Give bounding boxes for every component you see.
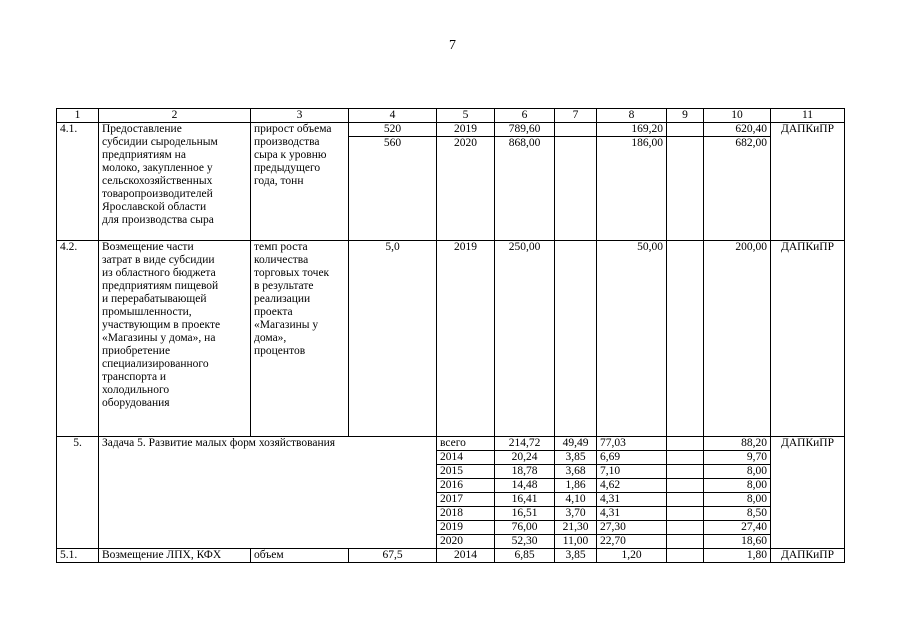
table-row xyxy=(57,549,845,563)
target-value: 520 xyxy=(349,123,437,137)
local-value xyxy=(667,493,704,507)
federal-value: 3,85 xyxy=(555,549,597,563)
indicator: прирост объема производства сыра к уровню предыдущего года, тонн xyxy=(251,123,349,241)
other-value: 27,40 xyxy=(704,521,771,535)
header-cell: 1 xyxy=(57,109,99,123)
local-value xyxy=(667,451,704,465)
header-cell: 7 xyxy=(555,109,597,123)
other-value: 620,40 xyxy=(704,123,771,137)
indicator: темп роста количества торговых точек в результате реализации проекта «Магазины у дома», процентов xyxy=(251,241,349,437)
local-value xyxy=(667,437,704,451)
year: 2015 xyxy=(437,465,495,479)
local-value xyxy=(667,507,704,521)
regional-value: 7,10 xyxy=(597,465,667,479)
federal-value: 49,49 xyxy=(555,437,597,451)
local-value xyxy=(667,479,704,493)
task-name: Задача 5. Развитие малых форм хозяйствования xyxy=(99,437,437,549)
executor: ДАПКиПР xyxy=(771,123,845,241)
regional-value: 77,03 xyxy=(597,437,667,451)
total-value: 14,48 xyxy=(495,479,555,493)
program-table xyxy=(56,108,845,563)
table-row xyxy=(57,437,845,451)
year: 2018 xyxy=(437,507,495,521)
regional-value: 4,31 xyxy=(597,507,667,521)
year: 2019 xyxy=(437,241,495,437)
total-value: 6,85 xyxy=(495,549,555,563)
regional-value: 4,31 xyxy=(597,493,667,507)
executor: ДАПКиПР xyxy=(771,437,845,549)
total-value: 789,60 xyxy=(495,123,555,137)
regional-value: 4,62 xyxy=(597,479,667,493)
year: всего xyxy=(437,437,495,451)
header-cell: 2 xyxy=(99,109,251,123)
other-value: 8,00 xyxy=(704,479,771,493)
row-number: 4.1. xyxy=(57,123,99,241)
regional-value: 27,30 xyxy=(597,521,667,535)
year: 2014 xyxy=(437,451,495,465)
local-value xyxy=(667,465,704,479)
table-row xyxy=(57,123,845,137)
other-value: 88,20 xyxy=(704,437,771,451)
year: 2020 xyxy=(437,535,495,549)
measure-name: Предоставление субсидии сыродельным предприятиям на молоко, закупленное у сельскохозяйственных товаропроизводителей Ярославской области для производства сыра xyxy=(99,123,251,241)
local-value xyxy=(667,549,704,563)
header-cell: 4 xyxy=(349,109,437,123)
federal-value: 21,30 xyxy=(555,521,597,535)
page-number: 7 xyxy=(449,38,456,53)
total-value: 16,41 xyxy=(495,493,555,507)
header-cell: 5 xyxy=(437,109,495,123)
regional-value: 6,69 xyxy=(597,451,667,465)
local-value xyxy=(667,137,704,241)
table-row xyxy=(57,241,845,437)
year: 2014 xyxy=(437,549,495,563)
regional-value: 186,00 xyxy=(597,137,667,241)
total-value: 214,72 xyxy=(495,437,555,451)
target-value: 560 xyxy=(349,137,437,241)
header-cell: 6 xyxy=(495,109,555,123)
total-value: 868,00 xyxy=(495,137,555,241)
header-cell: 8 xyxy=(597,109,667,123)
local-value xyxy=(667,241,704,437)
year: 2017 xyxy=(437,493,495,507)
target-value: 5,0 xyxy=(349,241,437,437)
other-value: 1,80 xyxy=(704,549,771,563)
other-value: 8,50 xyxy=(704,507,771,521)
federal-value: 3,85 xyxy=(555,451,597,465)
executor: ДАПКиПР xyxy=(771,241,845,437)
federal-value xyxy=(555,137,597,241)
total-value: 20,24 xyxy=(495,451,555,465)
total-value: 18,78 xyxy=(495,465,555,479)
other-value: 9,70 xyxy=(704,451,771,465)
local-value xyxy=(667,123,704,137)
year: 2019 xyxy=(437,123,495,137)
federal-value: 4,10 xyxy=(555,493,597,507)
executor: ДАПКиПР xyxy=(771,549,845,563)
federal-value: 1,86 xyxy=(555,479,597,493)
other-value: 200,00 xyxy=(704,241,771,437)
year: 2019 xyxy=(437,521,495,535)
other-value: 18,60 xyxy=(704,535,771,549)
total-value: 250,00 xyxy=(495,241,555,437)
row-number: 4.2. xyxy=(57,241,99,437)
regional-value: 1,20 xyxy=(597,549,667,563)
total-value: 76,00 xyxy=(495,521,555,535)
measure-name: Возмещение ЛПХ, КФХ xyxy=(99,549,251,563)
federal-value: 11,00 xyxy=(555,535,597,549)
other-value: 8,00 xyxy=(704,465,771,479)
header-row xyxy=(57,109,845,123)
target-value: 67,5 xyxy=(349,549,437,563)
regional-value: 50,00 xyxy=(597,241,667,437)
row-number: 5. xyxy=(57,437,99,549)
header-cell: 3 xyxy=(251,109,349,123)
federal-value xyxy=(555,123,597,137)
other-value: 682,00 xyxy=(704,137,771,241)
measure-name: Возмещение части затрат в виде субсидии из областного бюджета предприятиям пищевой и перерабатывающей промышленности, участвующим в проекте «Магазины у дома», на приобретение специализированного транспорта и холодильного оборудования xyxy=(99,241,251,437)
header-cell: 11 xyxy=(771,109,845,123)
local-value xyxy=(667,535,704,549)
header-cell: 9 xyxy=(667,109,704,123)
other-value: 8,00 xyxy=(704,493,771,507)
total-value: 52,30 xyxy=(495,535,555,549)
total-value: 16,51 xyxy=(495,507,555,521)
local-value xyxy=(667,521,704,535)
regional-value: 169,20 xyxy=(597,123,667,137)
regional-value: 22,70 xyxy=(597,535,667,549)
federal-value: 3,70 xyxy=(555,507,597,521)
federal-value xyxy=(555,241,597,437)
header-cell: 10 xyxy=(704,109,771,123)
federal-value: 3,68 xyxy=(555,465,597,479)
year: 2020 xyxy=(437,137,495,241)
indicator: объем xyxy=(251,549,349,563)
row-number: 5.1. xyxy=(57,549,99,563)
year: 2016 xyxy=(437,479,495,493)
